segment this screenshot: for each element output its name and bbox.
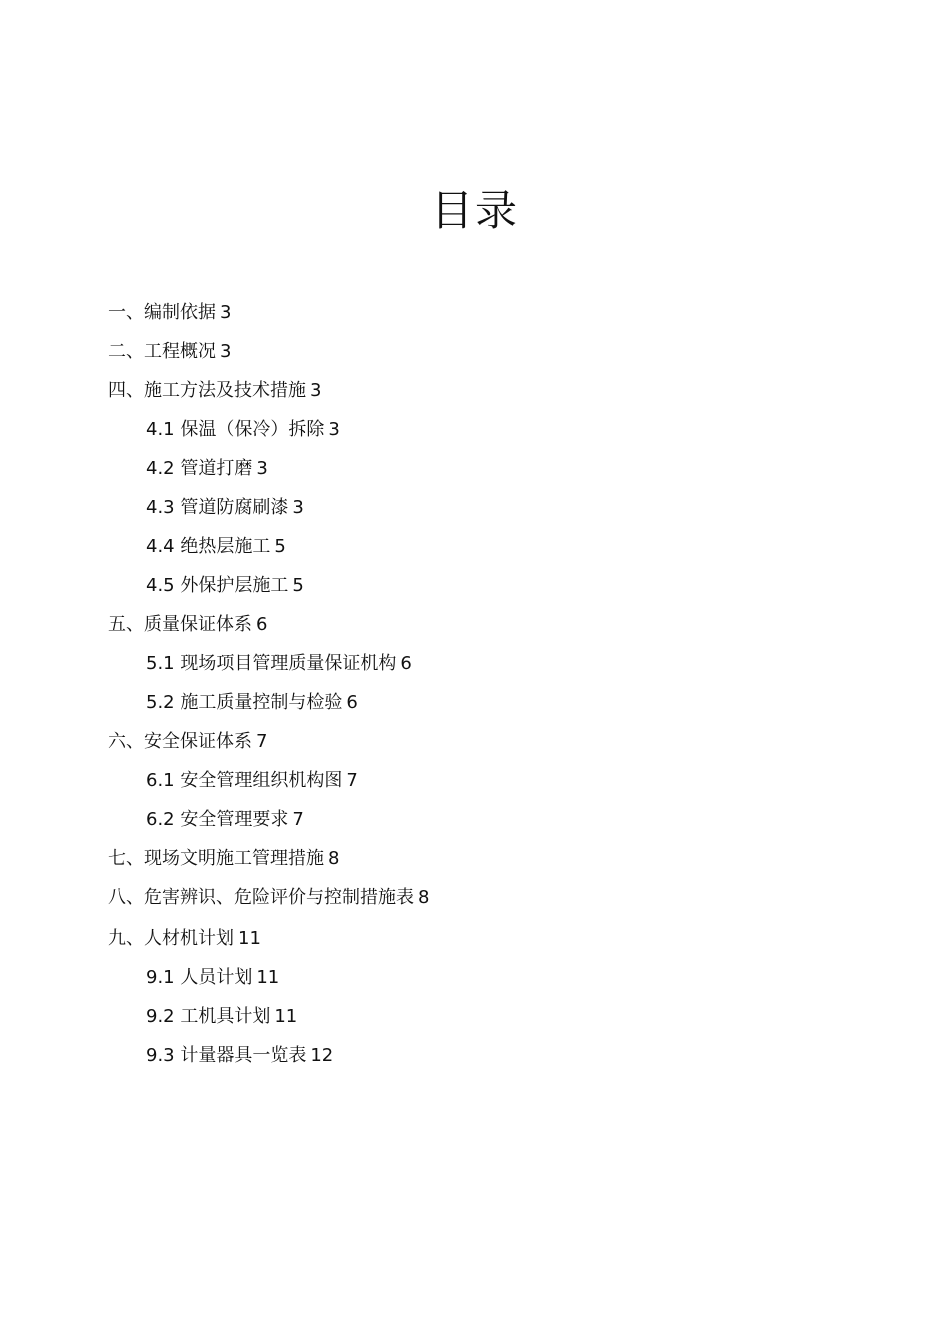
toc-entry-text: 9.3 计量器具一览表: [146, 1045, 307, 1066]
toc-entry-page: 5: [274, 536, 286, 557]
toc-entry-page: 6: [400, 653, 412, 674]
toc-entry-page: 7: [292, 809, 304, 830]
toc-entry-text: 九、人材机计划: [108, 928, 234, 949]
toc-entry-text: 五、质量保证体系: [108, 614, 252, 635]
toc-entry[interactable]: [108, 415, 868, 454]
toc-entry-page: 7: [346, 770, 358, 791]
toc-entry[interactable]: [108, 844, 868, 883]
toc-entry-page: 3: [292, 497, 304, 518]
toc-entry[interactable]: [108, 1002, 868, 1041]
toc-entry-page: 3: [310, 380, 322, 401]
toc-entry-page: 6: [256, 614, 268, 635]
toc-entry-page: 12: [310, 1045, 334, 1066]
toc-entry-page: 3: [220, 302, 232, 323]
toc-entry-text: 4.4 绝热层施工: [146, 536, 271, 557]
toc-entry[interactable]: [108, 298, 868, 337]
toc-entry[interactable]: [108, 805, 868, 844]
toc-entry-page: 11: [274, 1006, 298, 1027]
toc-entry-text: 9.2 工机具计划: [146, 1006, 271, 1027]
toc-entry[interactable]: [108, 963, 868, 1002]
page-title: 目录: [430, 186, 519, 236]
toc-entry[interactable]: [108, 688, 868, 727]
toc-entry[interactable]: [108, 532, 868, 571]
toc-entry-text: 4.1 保温（保冷）拆除: [146, 419, 325, 440]
toc-entry-text: 6.2 安全管理要求: [146, 809, 289, 830]
toc-entry[interactable]: [108, 493, 868, 532]
toc-entry[interactable]: [108, 337, 868, 376]
toc-entry[interactable]: [108, 376, 868, 415]
toc-entry-page: 6: [346, 692, 358, 713]
toc-entry-page: 7: [256, 731, 268, 752]
toc-entry-page: 5: [292, 575, 304, 596]
toc-entry[interactable]: [108, 649, 868, 688]
toc-entry-text: 七、现场文明施工管理措施: [108, 848, 324, 869]
toc-entry-text: 4.2 管道打磨: [146, 458, 253, 479]
toc-entry[interactable]: [108, 924, 868, 963]
toc-entry[interactable]: [108, 454, 868, 493]
toc-entry-page: 8: [328, 848, 340, 869]
toc-entry-text: 5.1 现场项目管理质量保证机构: [146, 653, 397, 674]
toc-entry-page: 3: [256, 458, 268, 479]
toc-entry-page: 3: [328, 419, 340, 440]
toc-entry[interactable]: [108, 571, 868, 610]
toc-entry-page: 11: [238, 928, 261, 949]
toc-entry-text: 4.5 外保护层施工: [146, 575, 289, 596]
toc-entry-text: 一、编制依据: [108, 302, 216, 323]
toc-entry-text: 四、施工方法及技术措施: [108, 380, 306, 401]
toc-entry[interactable]: [108, 727, 868, 766]
toc-entry-text: 六、安全保证体系: [108, 731, 252, 752]
toc-entry-page: 8: [418, 887, 430, 908]
toc-entry[interactable]: [108, 1041, 868, 1080]
toc-entry[interactable]: [108, 766, 868, 805]
toc-entry-text: 4.3 管道防腐刷漆: [146, 497, 289, 518]
toc-entry-text: 二、工程概况: [108, 341, 216, 362]
table-of-contents: [108, 298, 868, 1080]
toc-entry-page: 11: [256, 967, 280, 988]
toc-entry-page: 3: [220, 341, 232, 362]
toc-entry-text: 9.1 人员计划: [146, 967, 253, 988]
toc-entry-text: 八、危害辨识、危险评价与控制措施表: [108, 887, 414, 908]
toc-entry[interactable]: [108, 883, 868, 924]
toc-entry[interactable]: [108, 610, 868, 649]
toc-entry-text: 6.1 安全管理组织机构图: [146, 770, 343, 791]
toc-entry-text: 5.2 施工质量控制与检验: [146, 692, 343, 713]
